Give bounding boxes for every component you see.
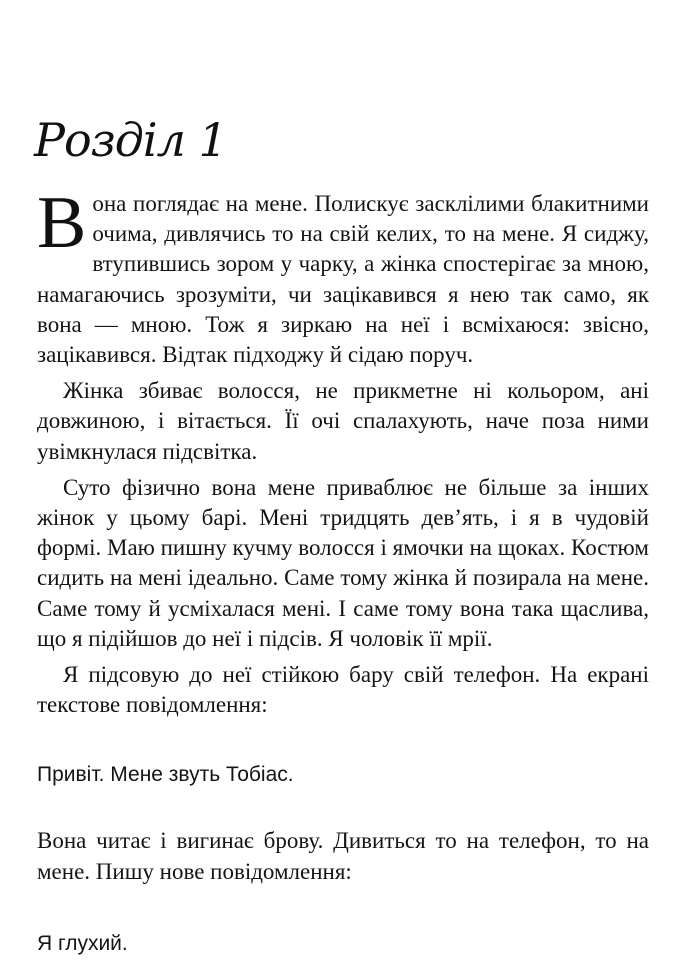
drop-cap: В [37, 182, 87, 264]
paragraph-4: Я підсовую до неї стійкою бару свій телефон. На екрані текстове повідомлення: [37, 662, 649, 718]
chapter-title: Розділ 1 [34, 113, 227, 167]
paragraph-1-text: она поглядає на мене. Полискує засклілими блакитними очима, дивлячись то на свій келих, то на мене. Я сиджу, втупившись зором у чарку, а жінка спостерігає за мною, намагаючись зрозуміти, чи зацікавився я нею так само, як вона — мною. Тож я зиркаю на неї і всміхаюся: звісно, зацікавився. Відтак підходжу й сідаю поруч. [37, 191, 649, 368]
paragraph-5: Вона читає і вигинає брову. Дивиться то на телефон, то на мене. Пишу нове повідомлення: [37, 828, 649, 884]
text-message-1: Привіт. Мене звуть Тобіас. [37, 763, 294, 787]
paragraph-3: Суто фізично вона мене приваблює не більше за інших жінок у цьому барі. Мені тридцять дев’ять, і я в чудовій формі. Маю пишну кучму волосся і ямочки на щоках. Костюм сидить на мені ідеально. Саме тому жінка й позирала на мене. Саме тому й усміхалася мені. І саме тому вона така щаслива, що я підійшов до неї і підсів. Я чоловік її мрії. [37, 474, 649, 651]
paragraph-2: Жінка збиває волосся, не прикметне ні кольором, ані довжиною, і вітається. Її очі спалахують, наче поза ними увімкнулася підсвітка. [37, 378, 649, 464]
chapter-body [37, 183, 649, 959]
text-message-2: Я глухий. [37, 931, 128, 955]
paragraph-1 [37, 182, 649, 370]
